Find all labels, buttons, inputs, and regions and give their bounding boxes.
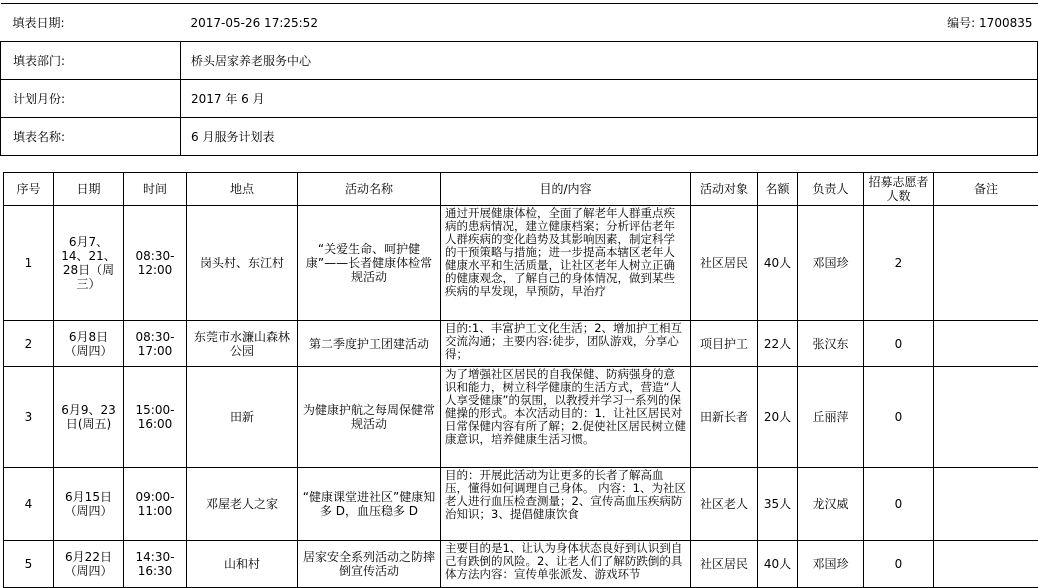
table-row: [4, 541, 1038, 588]
cell-volunteers: 0: [864, 321, 934, 367]
cell-place: 东莞市水濂山森林公园: [187, 321, 298, 367]
table-row: [4, 321, 1038, 367]
cell-volunteers: 0: [864, 541, 934, 588]
cell-time: 08:30-17:00: [124, 321, 187, 367]
cell-quota: 22人: [758, 321, 798, 367]
cell-purpose: [441, 541, 691, 588]
cell-purpose-text: 通过开展健康体检，全面了解老年人群重点疾病的患病情况，建立健康档案；分析评估老年人群疾病的变化趋势及其影响因素，制定科学的干预策略与措施；进一步提高本辖区老年人健康水平和生活质量，让社区老年人树立正确的健康观念，了解自己的身体情况，做到某些疾病的早发现，早预防，早治疗: [445, 207, 686, 319]
cell-owner: 张汉东: [798, 321, 864, 367]
serial-value: 1700835: [979, 16, 1032, 30]
col-header-purpose: 目的/内容: [441, 173, 691, 206]
service-plan-table: [3, 172, 1038, 588]
cell-target: 社区居民: [691, 206, 758, 321]
form-name-label: 填表名称:: [1, 118, 181, 156]
cell-purpose-text: 主要目的是1、让认为身体状态良好到认识到自己有跌倒的风险。2、让老人们了解防跌倒的具体方法内容：宣传单张派发、游戏环节: [445, 542, 686, 586]
cell-place: 山和村: [187, 541, 298, 588]
cell-purpose-text: 目的：开展此活动为让更多的长者了解高血压，懂得如何调理自己身体。 内容：1、为社区老人进行血压检查测量；2、宣传高血压疾病防治知识；3、提倡健康饮食: [445, 469, 686, 539]
cell-purpose: [441, 468, 691, 541]
cell-target: 社区老人: [691, 468, 758, 541]
cell-no: 2: [4, 321, 54, 367]
plan-month-label: 计划月份:: [1, 80, 181, 118]
table-row: [4, 468, 1038, 541]
cell-purpose: [441, 367, 691, 468]
cell-date: 6月8日（周四）: [54, 321, 124, 367]
department-value: 桥头居家养老服务中心: [181, 42, 1038, 80]
cell-no: 3: [4, 367, 54, 468]
cell-date: 6月15日（周四）: [54, 468, 124, 541]
col-header-time: 时间: [124, 173, 187, 206]
table-header-row: [4, 173, 1038, 206]
cell-owner: 邓国珍: [798, 541, 864, 588]
fill-date-label: 填表日期:: [1, 4, 181, 42]
cell-place: 田新: [187, 367, 298, 468]
plan-month-value: 2017 年 6 月: [181, 80, 1038, 118]
cell-target: 项目护工: [691, 321, 758, 367]
cell-remark: [934, 541, 1038, 588]
cell-remark: [934, 468, 1038, 541]
col-header-place: 地点: [187, 173, 298, 206]
cell-remark: [934, 206, 1038, 321]
cell-no: 5: [4, 541, 54, 588]
form-info-table: [0, 3, 1038, 156]
fill-date-row: [1, 4, 1038, 42]
cell-owner: 邓国珍: [798, 206, 864, 321]
cell-time: 15:00-16:00: [124, 367, 187, 468]
cell-activity: 为健康护航之每周保健常规活动: [298, 367, 441, 468]
cell-date: 6月22日（周四）: [54, 541, 124, 588]
cell-quota: 20人: [758, 367, 798, 468]
cell-volunteers: 0: [864, 367, 934, 468]
cell-place: 邓屋老人之家: [187, 468, 298, 541]
col-header-quota: 名额: [758, 173, 798, 206]
cell-quota: 40人: [758, 541, 798, 588]
cell-remark: [934, 321, 1038, 367]
cell-date: 6月7、14、21、28日（周三）: [54, 206, 124, 321]
fill-date-value: 2017-05-26 17:25:52: [181, 4, 888, 42]
cell-target: 社区居民: [691, 541, 758, 588]
col-header-volunteers: 招募志愿者人数: [864, 173, 934, 206]
cell-time: 09:00-11:00: [124, 468, 187, 541]
col-header-no: 序号: [4, 173, 54, 206]
serial-label: 编号:: [947, 16, 975, 30]
cell-purpose-text: 目的:1、丰富护工文化生活；2、增加护工相互交流沟通；主要内容:徒步，团队游戏，分享心得；: [445, 322, 686, 365]
cell-time: 08:30-12:00: [124, 206, 187, 321]
cell-no: 4: [4, 468, 54, 541]
cell-quota: 40人: [758, 206, 798, 321]
cell-volunteers: 2: [864, 206, 934, 321]
cell-purpose: [441, 206, 691, 321]
form-name-value: 6 月服务计划表: [181, 118, 1038, 156]
form-name-row: [1, 118, 1038, 156]
cell-activity: “关爱生命、呵护健康”——长者健康体检常规活动: [298, 206, 441, 321]
cell-activity: 居家安全系列活动之防摔倒宣传活动: [298, 541, 441, 588]
cell-remark: [934, 367, 1038, 468]
cell-owner: 丘丽萍: [798, 367, 864, 468]
col-header-owner: 负责人: [798, 173, 864, 206]
col-header-date: 日期: [54, 173, 124, 206]
col-header-activity: 活动名称: [298, 173, 441, 206]
cell-volunteers: 0: [864, 468, 934, 541]
cell-activity: “健康课堂进社区”健康知多 D，血压稳多 D: [298, 468, 441, 541]
table-row: [4, 367, 1038, 468]
cell-quota: 35人: [758, 468, 798, 541]
cell-place: 岗头村、东江村: [187, 206, 298, 321]
cell-owner: 龙汉威: [798, 468, 864, 541]
serial-number: [888, 4, 1038, 42]
cell-activity: 第二季度护工团建活动: [298, 321, 441, 367]
cell-no: 1: [4, 206, 54, 321]
cell-purpose: [441, 321, 691, 367]
table-row: [4, 206, 1038, 321]
cell-time: 14:30-16:30: [124, 541, 187, 588]
plan-month-row: [1, 80, 1038, 118]
cell-purpose-text: 为了增强社区居民的自我保健、防病强身的意识和能力，树立科学健康的生活方式，营造“人人享受健康”的氛围，以教授并学习一系列的保健操的形式。本次活动目的：1．让社区居民对日常保健内容有所了解；2.促使社区居民树立健康意识，培养健康生活习惯。: [445, 368, 686, 466]
department-row: [1, 42, 1038, 80]
department-label: 填表部门:: [1, 42, 181, 80]
cell-date: 6月9、23日(周五): [54, 367, 124, 468]
col-header-remark: 备注: [934, 173, 1038, 206]
col-header-target: 活动对象: [691, 173, 758, 206]
cell-target: 田新长者: [691, 367, 758, 468]
page-title-clipped: [440, 0, 570, 2]
